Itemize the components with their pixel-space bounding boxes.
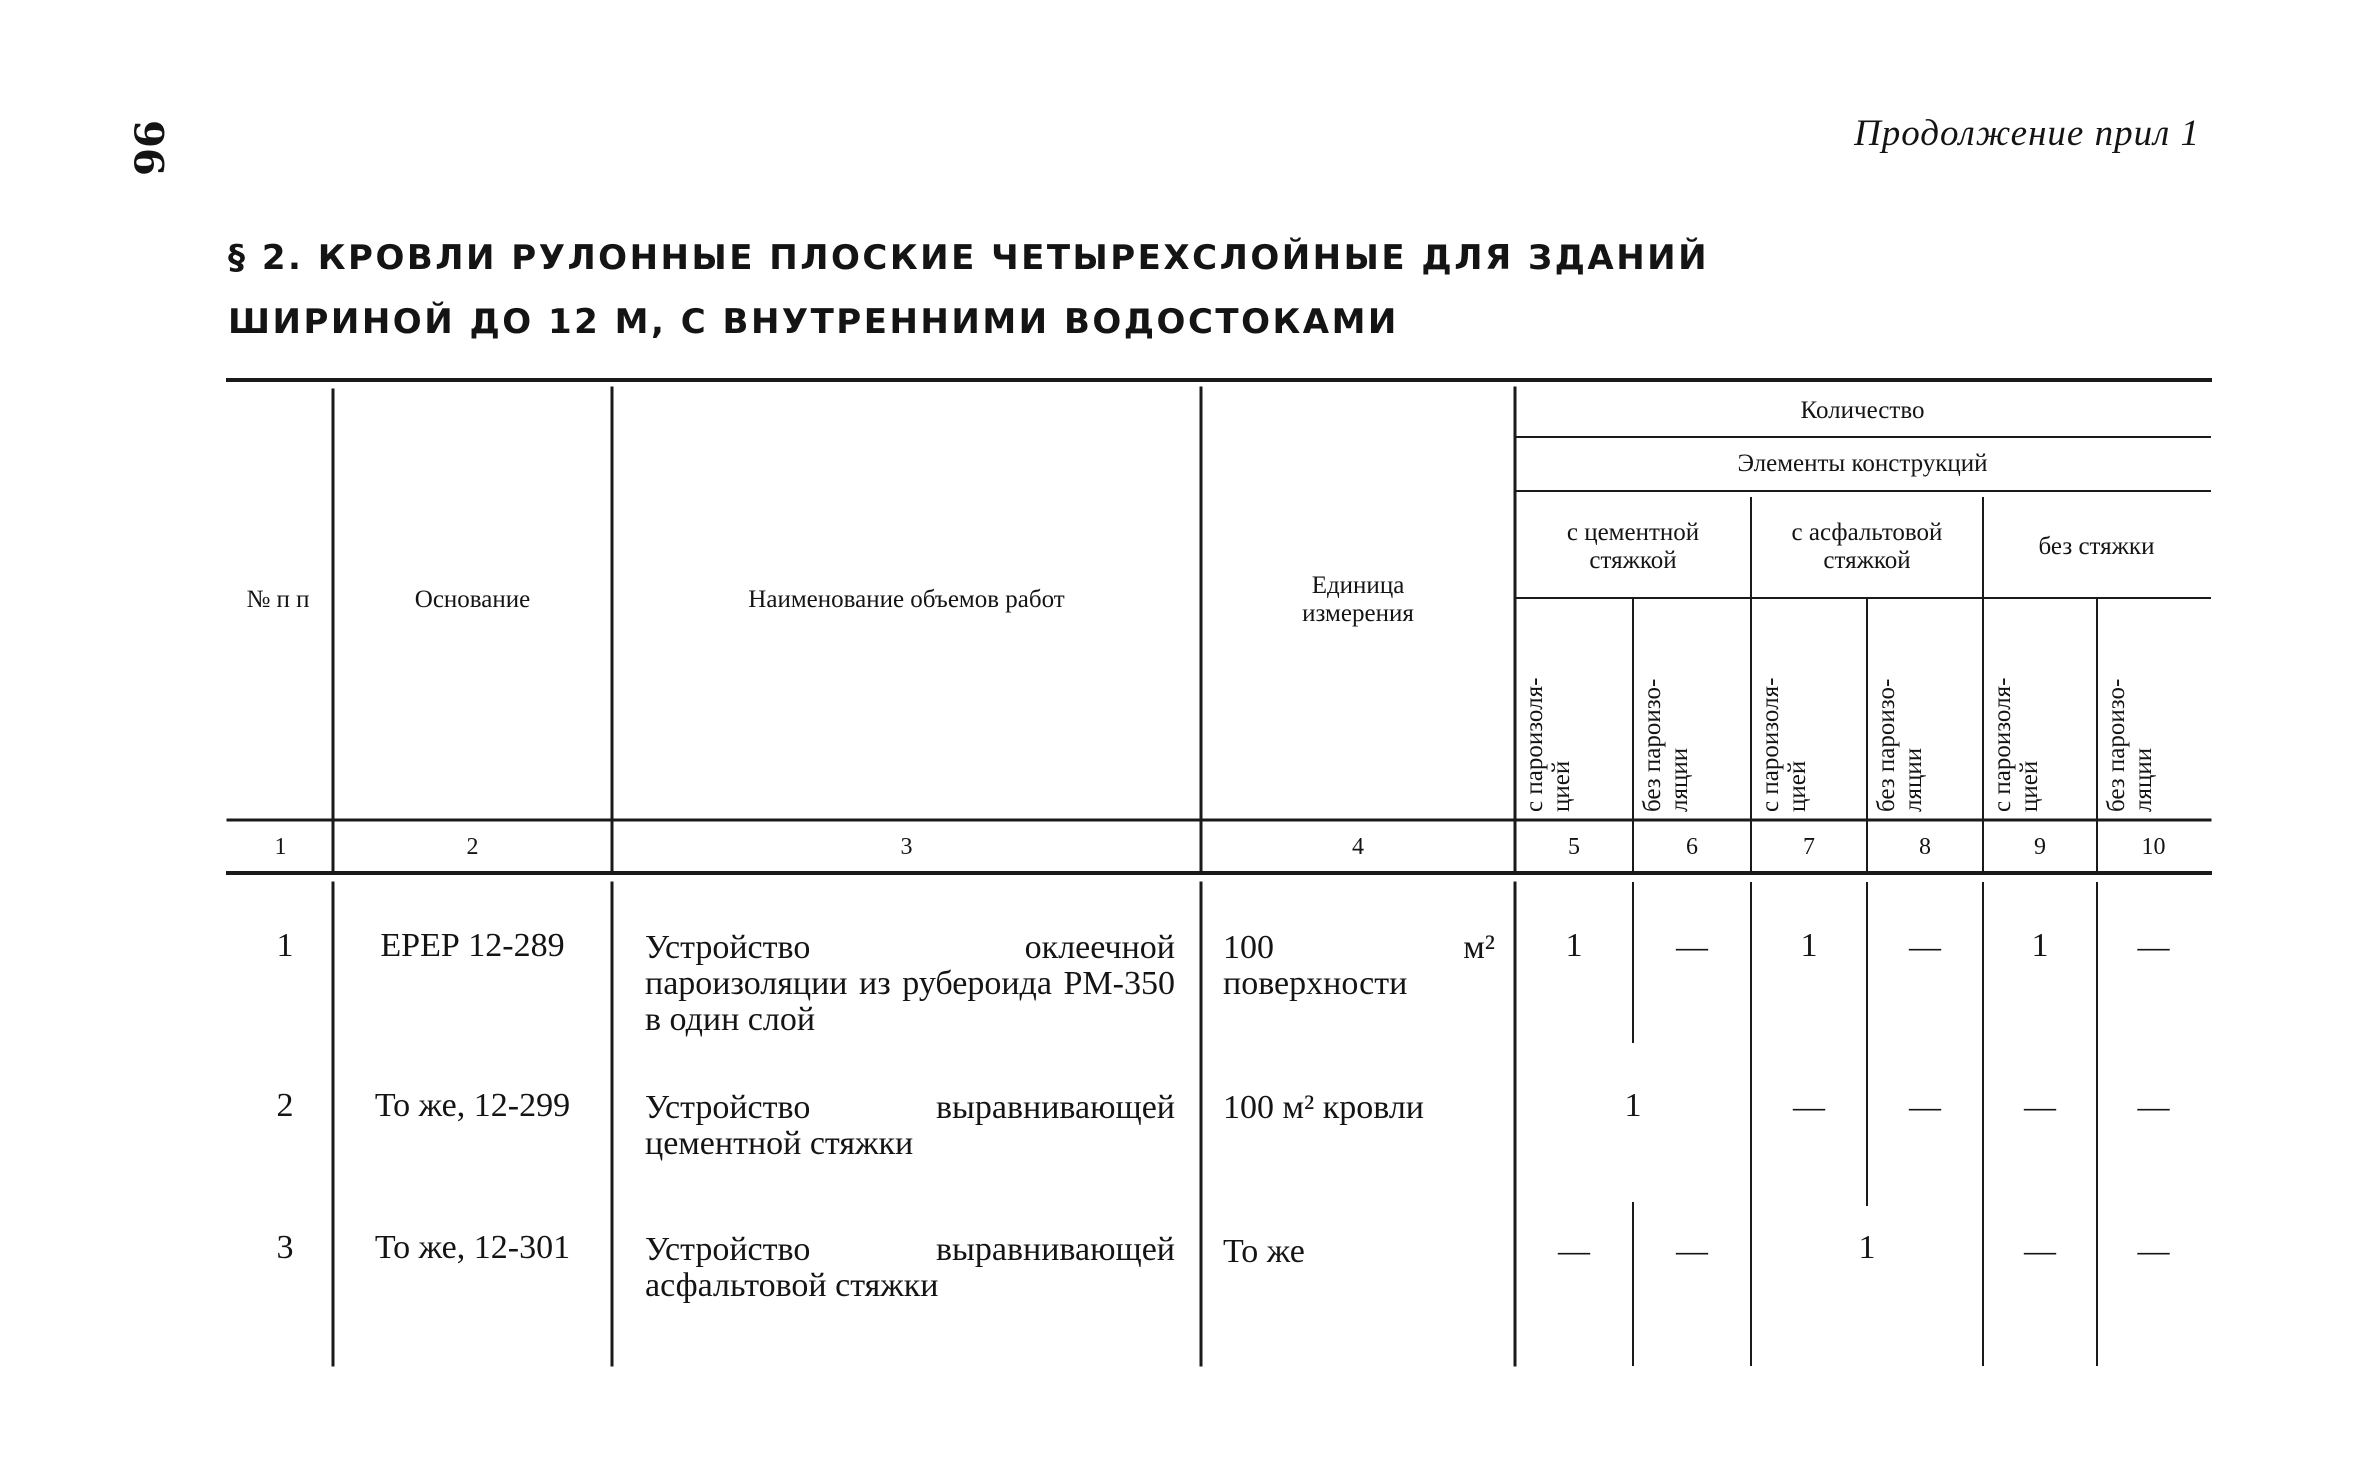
header-sub-9: с пароизоля- цией — [1989, 677, 2043, 812]
qty-col-7: — — [1793, 1088, 1825, 1124]
column-number: 10 — [2141, 833, 2166, 860]
row-work-name: Устройство выравнивающей асфальтовой стяжки — [645, 1231, 1175, 1304]
qty-col-6: — — [1676, 1232, 1708, 1268]
column-number: 6 — [1686, 833, 1698, 860]
column-number: 2 — [466, 833, 479, 860]
column-number: 5 — [1568, 833, 1580, 860]
row-unit: 100 м² поверхности — [1223, 929, 1495, 1002]
row-number: 1 — [276, 927, 294, 964]
qty-col-5: 1 — [1565, 927, 1583, 964]
qty-col-5-6: 1 — [1624, 1087, 1642, 1124]
row-basis: То же, 12-299 — [374, 1087, 571, 1124]
column-number: 1 — [274, 833, 287, 860]
section-title-line-2: ШИРИНОЙ ДО 12 М, С ВНУТРЕННИМИ ВОДОСТОКАМИ — [228, 302, 1399, 342]
header-group-asphalt: с асфальтовой стяжкой — [1791, 519, 1943, 574]
column-number: 7 — [1803, 833, 1815, 860]
qty-col-10: — — [2137, 928, 2170, 964]
qty-col-6: — — [1676, 928, 1708, 964]
continuation-note: Продолжение прил 1 — [1854, 113, 2200, 154]
qty-col-9: — — [2024, 1232, 2056, 1268]
page-number: 96 — [124, 120, 172, 176]
qty-col-5: — — [1558, 1232, 1590, 1268]
qty-col-7-8: 1 — [1858, 1229, 1876, 1266]
header-basis: Основание — [414, 586, 531, 613]
header-work-name: Наименование объемов работ — [748, 586, 1065, 613]
qty-col-9: — — [2024, 1088, 2056, 1124]
column-number: 3 — [900, 833, 913, 860]
row-number: 2 — [276, 1087, 294, 1124]
qty-col-10: — — [2137, 1232, 2170, 1268]
qty-col-9: 1 — [2031, 927, 2049, 964]
column-number: 4 — [1352, 833, 1364, 860]
row-work-name: Устройство оклеечной пароизоляции из рубероида РМ-350 в один слой — [645, 929, 1175, 1038]
row-work-name: Устройство выравнивающей цементной стяжки — [645, 1089, 1175, 1162]
row-unit: То же — [1223, 1233, 1305, 1270]
header-elements: Элементы конструкций — [1737, 450, 1988, 477]
row-basis: То же, 12-301 — [374, 1229, 571, 1266]
row-basis: ЕРЕР 12-289 — [380, 927, 565, 964]
column-number: 9 — [2034, 833, 2046, 860]
header-sub-6: без пароизо- ляции — [1639, 678, 1693, 812]
row-number: 3 — [276, 1229, 294, 1266]
qty-col-7: 1 — [1800, 927, 1818, 964]
header-sub-5: с пароизоля- цией — [1521, 677, 1575, 812]
header-unit: Единица измерения — [1302, 572, 1414, 627]
header-sub-8: без пароизо- ляции — [1873, 678, 1927, 812]
header-no: № п п — [246, 586, 310, 613]
qty-col-8: — — [1909, 1088, 1941, 1124]
header-group-cement: с цементной стяжкой — [1566, 519, 1700, 574]
qty-col-8: — — [1909, 928, 1941, 964]
qty-col-10: — — [2137, 1088, 2170, 1124]
header-quantity: Количество — [1800, 396, 1925, 424]
header-sub-10: без пароизо- ляции — [2103, 678, 2157, 812]
section-title-line-1: § 2. КРОВЛИ РУЛОННЫЕ ПЛОСКИЕ ЧЕТЫРЕХСЛОЙНЫЕ ДЛЯ ЗДАНИЙ — [228, 238, 1710, 278]
row-unit: 100 м² кровли — [1223, 1089, 1424, 1126]
column-number: 8 — [1919, 833, 1931, 860]
header-group-none: без стяжки — [2038, 533, 2155, 560]
header-sub-7: с пароизоля- цией — [1757, 677, 1811, 812]
